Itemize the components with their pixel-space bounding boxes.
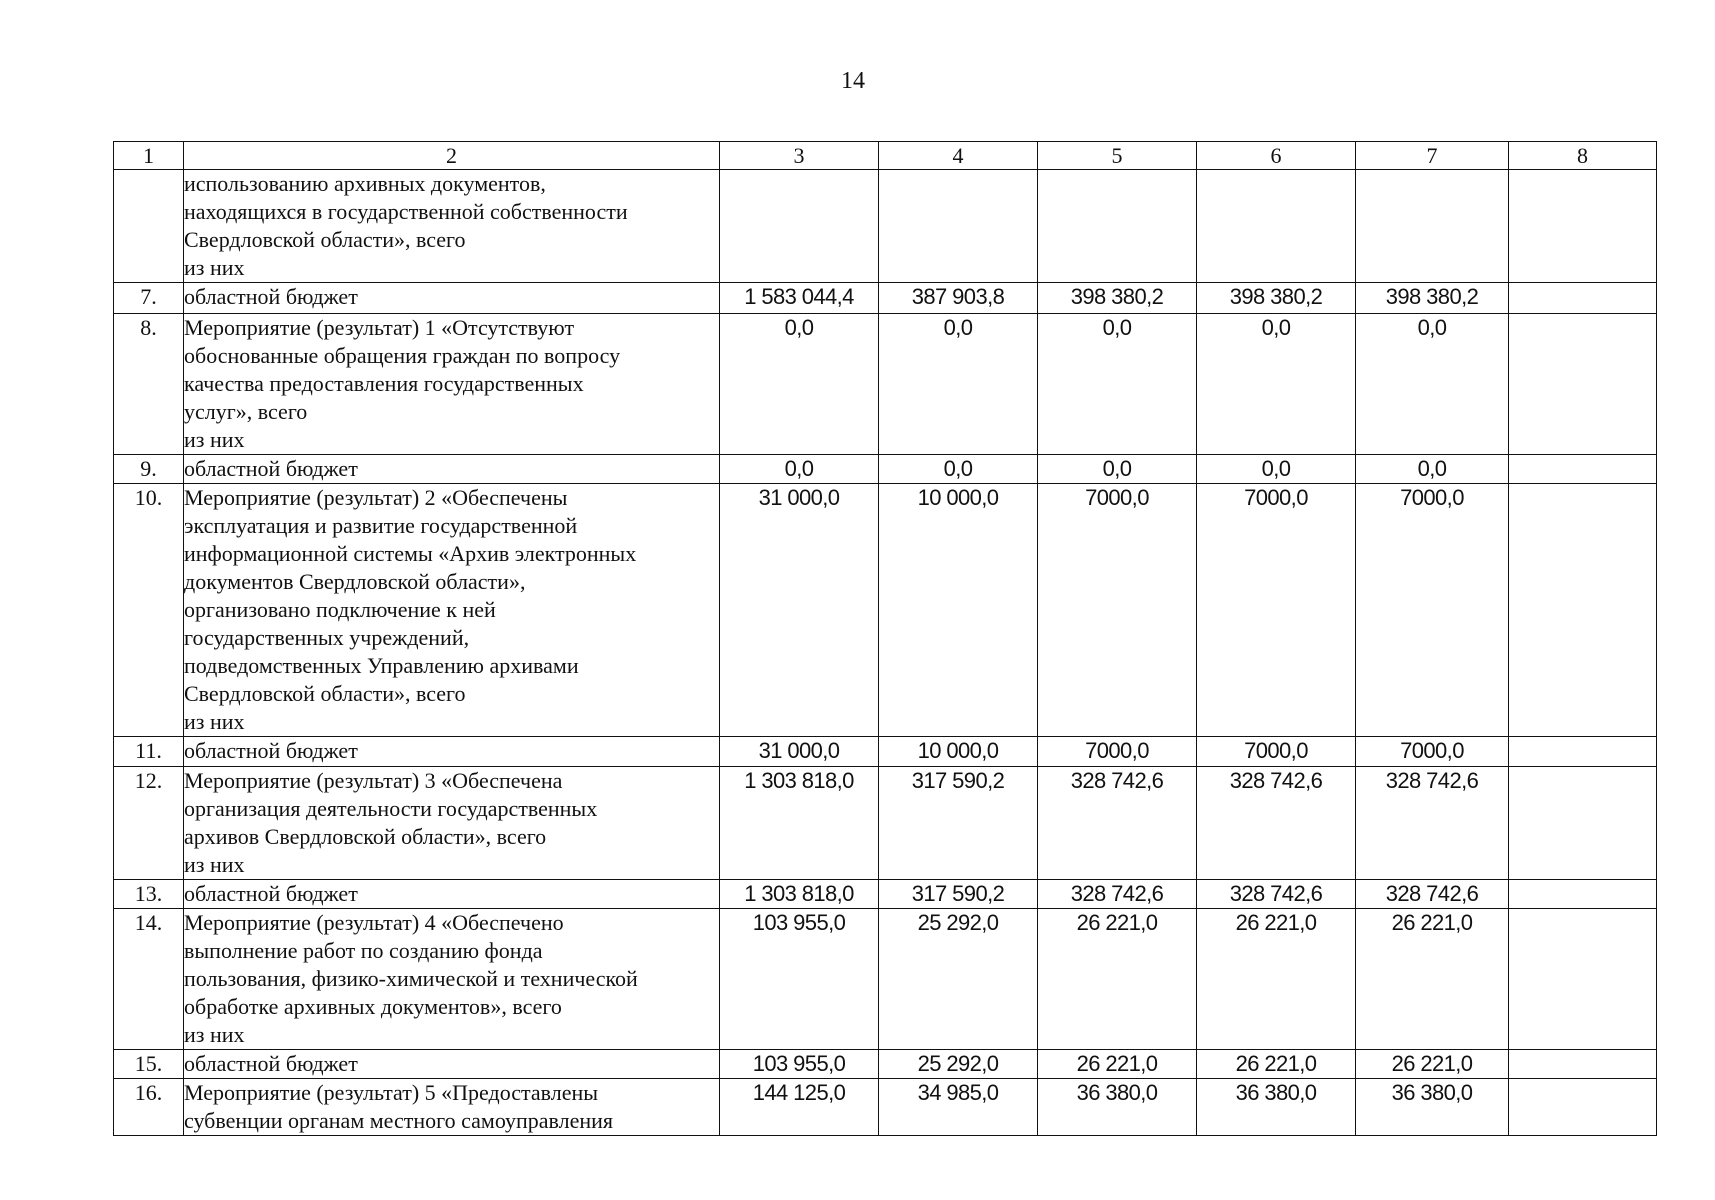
budget-table [113,141,1657,1136]
column-header: 8 [1509,142,1657,170]
value-col-4: 10 000,0 [879,737,1038,767]
value-col-7: 0,0 [1356,455,1509,484]
value-col-3: 1 303 818,0 [720,767,879,880]
value-col-3: 31 000,0 [720,737,879,767]
value-col-7: 328 742,6 [1356,767,1509,880]
row-description [184,484,720,737]
row-description [184,314,720,455]
description-line: качества предоставления государственных [184,371,584,396]
description-line: из них [184,709,245,734]
row-number: 8. [114,314,184,455]
description-line: Свердловской области», всего [184,227,466,252]
value-col-4: 34 985,0 [879,1079,1038,1136]
description-line: услуг», всего [184,399,308,424]
value-col-5: 26 221,0 [1038,909,1197,1050]
description-line: из них [184,427,245,452]
value-col-8 [1509,484,1657,737]
row-number [114,170,184,283]
value-col-3: 0,0 [720,314,879,455]
value-col-8 [1509,170,1657,283]
description-line: документов Свердловской области», [184,569,526,594]
page-number: 14 [841,68,865,94]
value-col-8 [1509,314,1657,455]
description-line: Мероприятие (результат) 2 «Обеспечены [184,485,568,510]
value-col-8 [1509,455,1657,484]
value-col-6: 328 742,6 [1197,767,1356,880]
description-line: эксплуатация и развитие государственной [184,513,578,538]
column-header-row [114,142,1657,170]
description-line: находящихся в государственной собственности [184,199,628,224]
description-line: Мероприятие (результат) 1 «Отсутствуют [184,315,575,340]
value-col-4 [879,170,1038,283]
row-description [184,909,720,1050]
value-col-6: 328 742,6 [1197,880,1356,909]
row-description [184,455,720,484]
table-row [114,314,1657,455]
column-header: 7 [1356,142,1509,170]
description-line: Мероприятие (результат) 3 «Обеспечена [184,768,563,793]
row-number: 14. [114,909,184,1050]
value-col-7: 7000,0 [1356,737,1509,767]
description-line: областной бюджет [184,456,358,481]
description-line: Свердловской области», всего [184,681,466,706]
value-col-3: 103 955,0 [720,909,879,1050]
column-header: 5 [1038,142,1197,170]
value-col-6: 0,0 [1197,455,1356,484]
description-line: информационной системы «Архив электронных [184,541,637,566]
row-description [184,283,720,314]
value-col-4: 0,0 [879,314,1038,455]
value-col-8 [1509,737,1657,767]
description-line: организация деятельности государственных [184,796,598,821]
value-col-5: 398 380,2 [1038,283,1197,314]
table-row [114,880,1657,909]
value-col-3: 0,0 [720,455,879,484]
value-col-6: 7000,0 [1197,484,1356,737]
row-description [184,1050,720,1079]
table-row [114,170,1657,283]
value-col-5: 0,0 [1038,314,1197,455]
table-row [114,455,1657,484]
column-header: 6 [1197,142,1356,170]
value-col-4: 317 590,2 [879,767,1038,880]
table-row [114,737,1657,767]
description-line: Мероприятие (результат) 4 «Обеспечено [184,910,564,935]
value-col-8 [1509,767,1657,880]
value-col-5: 36 380,0 [1038,1079,1197,1136]
row-description [184,737,720,767]
value-col-5: 7000,0 [1038,484,1197,737]
description-line: субвенции органам местного самоуправления [184,1108,614,1133]
value-col-7: 328 742,6 [1356,880,1509,909]
value-col-6: 7000,0 [1197,737,1356,767]
value-col-6: 0,0 [1197,314,1356,455]
row-description [184,170,720,283]
row-number: 11. [114,737,184,767]
description-line: государственных учреждений, [184,625,470,650]
value-col-8 [1509,909,1657,1050]
value-col-5: 26 221,0 [1038,1050,1197,1079]
description-line: выполнение работ по созданию фонда [184,938,543,963]
value-col-7 [1356,170,1509,283]
value-col-6: 26 221,0 [1197,909,1356,1050]
table-row [114,909,1657,1050]
description-line: из них [184,852,245,877]
value-col-5: 0,0 [1038,455,1197,484]
description-line: областной бюджет [184,881,358,906]
value-col-3: 144 125,0 [720,1079,879,1136]
row-number: 9. [114,455,184,484]
table-row [114,1079,1657,1136]
description-line: Мероприятие (результат) 5 «Предоставлены [184,1080,599,1105]
description-line: областной бюджет [184,284,358,309]
value-col-3: 1 303 818,0 [720,880,879,909]
value-col-4: 387 903,8 [879,283,1038,314]
value-col-4: 25 292,0 [879,909,1038,1050]
value-col-6: 26 221,0 [1197,1050,1356,1079]
value-col-5: 328 742,6 [1038,880,1197,909]
value-col-4: 25 292,0 [879,1050,1038,1079]
table-row [114,1050,1657,1079]
value-col-7: 26 221,0 [1356,1050,1509,1079]
value-col-7: 0,0 [1356,314,1509,455]
row-description [184,880,720,909]
row-number: 15. [114,1050,184,1079]
value-col-4: 317 590,2 [879,880,1038,909]
row-number: 10. [114,484,184,737]
value-col-5 [1038,170,1197,283]
row-number: 12. [114,767,184,880]
column-header: 4 [879,142,1038,170]
value-col-3: 1 583 044,4 [720,283,879,314]
value-col-7: 36 380,0 [1356,1079,1509,1136]
value-col-5: 328 742,6 [1038,767,1197,880]
value-col-7: 7000,0 [1356,484,1509,737]
table-row [114,283,1657,314]
value-col-6: 36 380,0 [1197,1079,1356,1136]
value-col-3 [720,170,879,283]
value-col-3: 103 955,0 [720,1050,879,1079]
description-line: областной бюджет [184,1051,358,1076]
value-col-4: 10 000,0 [879,484,1038,737]
row-number: 13. [114,880,184,909]
row-description [184,1079,720,1136]
table-row [114,767,1657,880]
value-col-7: 398 380,2 [1356,283,1509,314]
description-line: организовано подключение к ней [184,597,496,622]
value-col-5: 7000,0 [1038,737,1197,767]
row-number: 7. [114,283,184,314]
value-col-8 [1509,283,1657,314]
value-col-6 [1197,170,1356,283]
description-line: обоснованные обращения граждан по вопросу [184,343,621,368]
value-col-7: 26 221,0 [1356,909,1509,1050]
column-header: 1 [114,142,184,170]
row-number: 16. [114,1079,184,1136]
row-description [184,767,720,880]
table-row [114,484,1657,737]
description-line: пользования, физико-химической и технической [184,966,638,991]
description-line: подведомственных Управлению архивами [184,653,579,678]
description-line: из них [184,255,245,280]
value-col-4: 0,0 [879,455,1038,484]
value-col-6: 398 380,2 [1197,283,1356,314]
description-line: архивов Свердловской области», всего [184,824,547,849]
description-line: обработке архивных документов», всего [184,994,562,1019]
value-col-8 [1509,1079,1657,1136]
value-col-3: 31 000,0 [720,484,879,737]
column-header: 3 [720,142,879,170]
description-line: из них [184,1022,245,1047]
value-col-8 [1509,880,1657,909]
value-col-8 [1509,1050,1657,1079]
description-line: областной бюджет [184,738,358,763]
column-header: 2 [184,142,720,170]
description-line: использованию архивных документов, [184,171,546,196]
